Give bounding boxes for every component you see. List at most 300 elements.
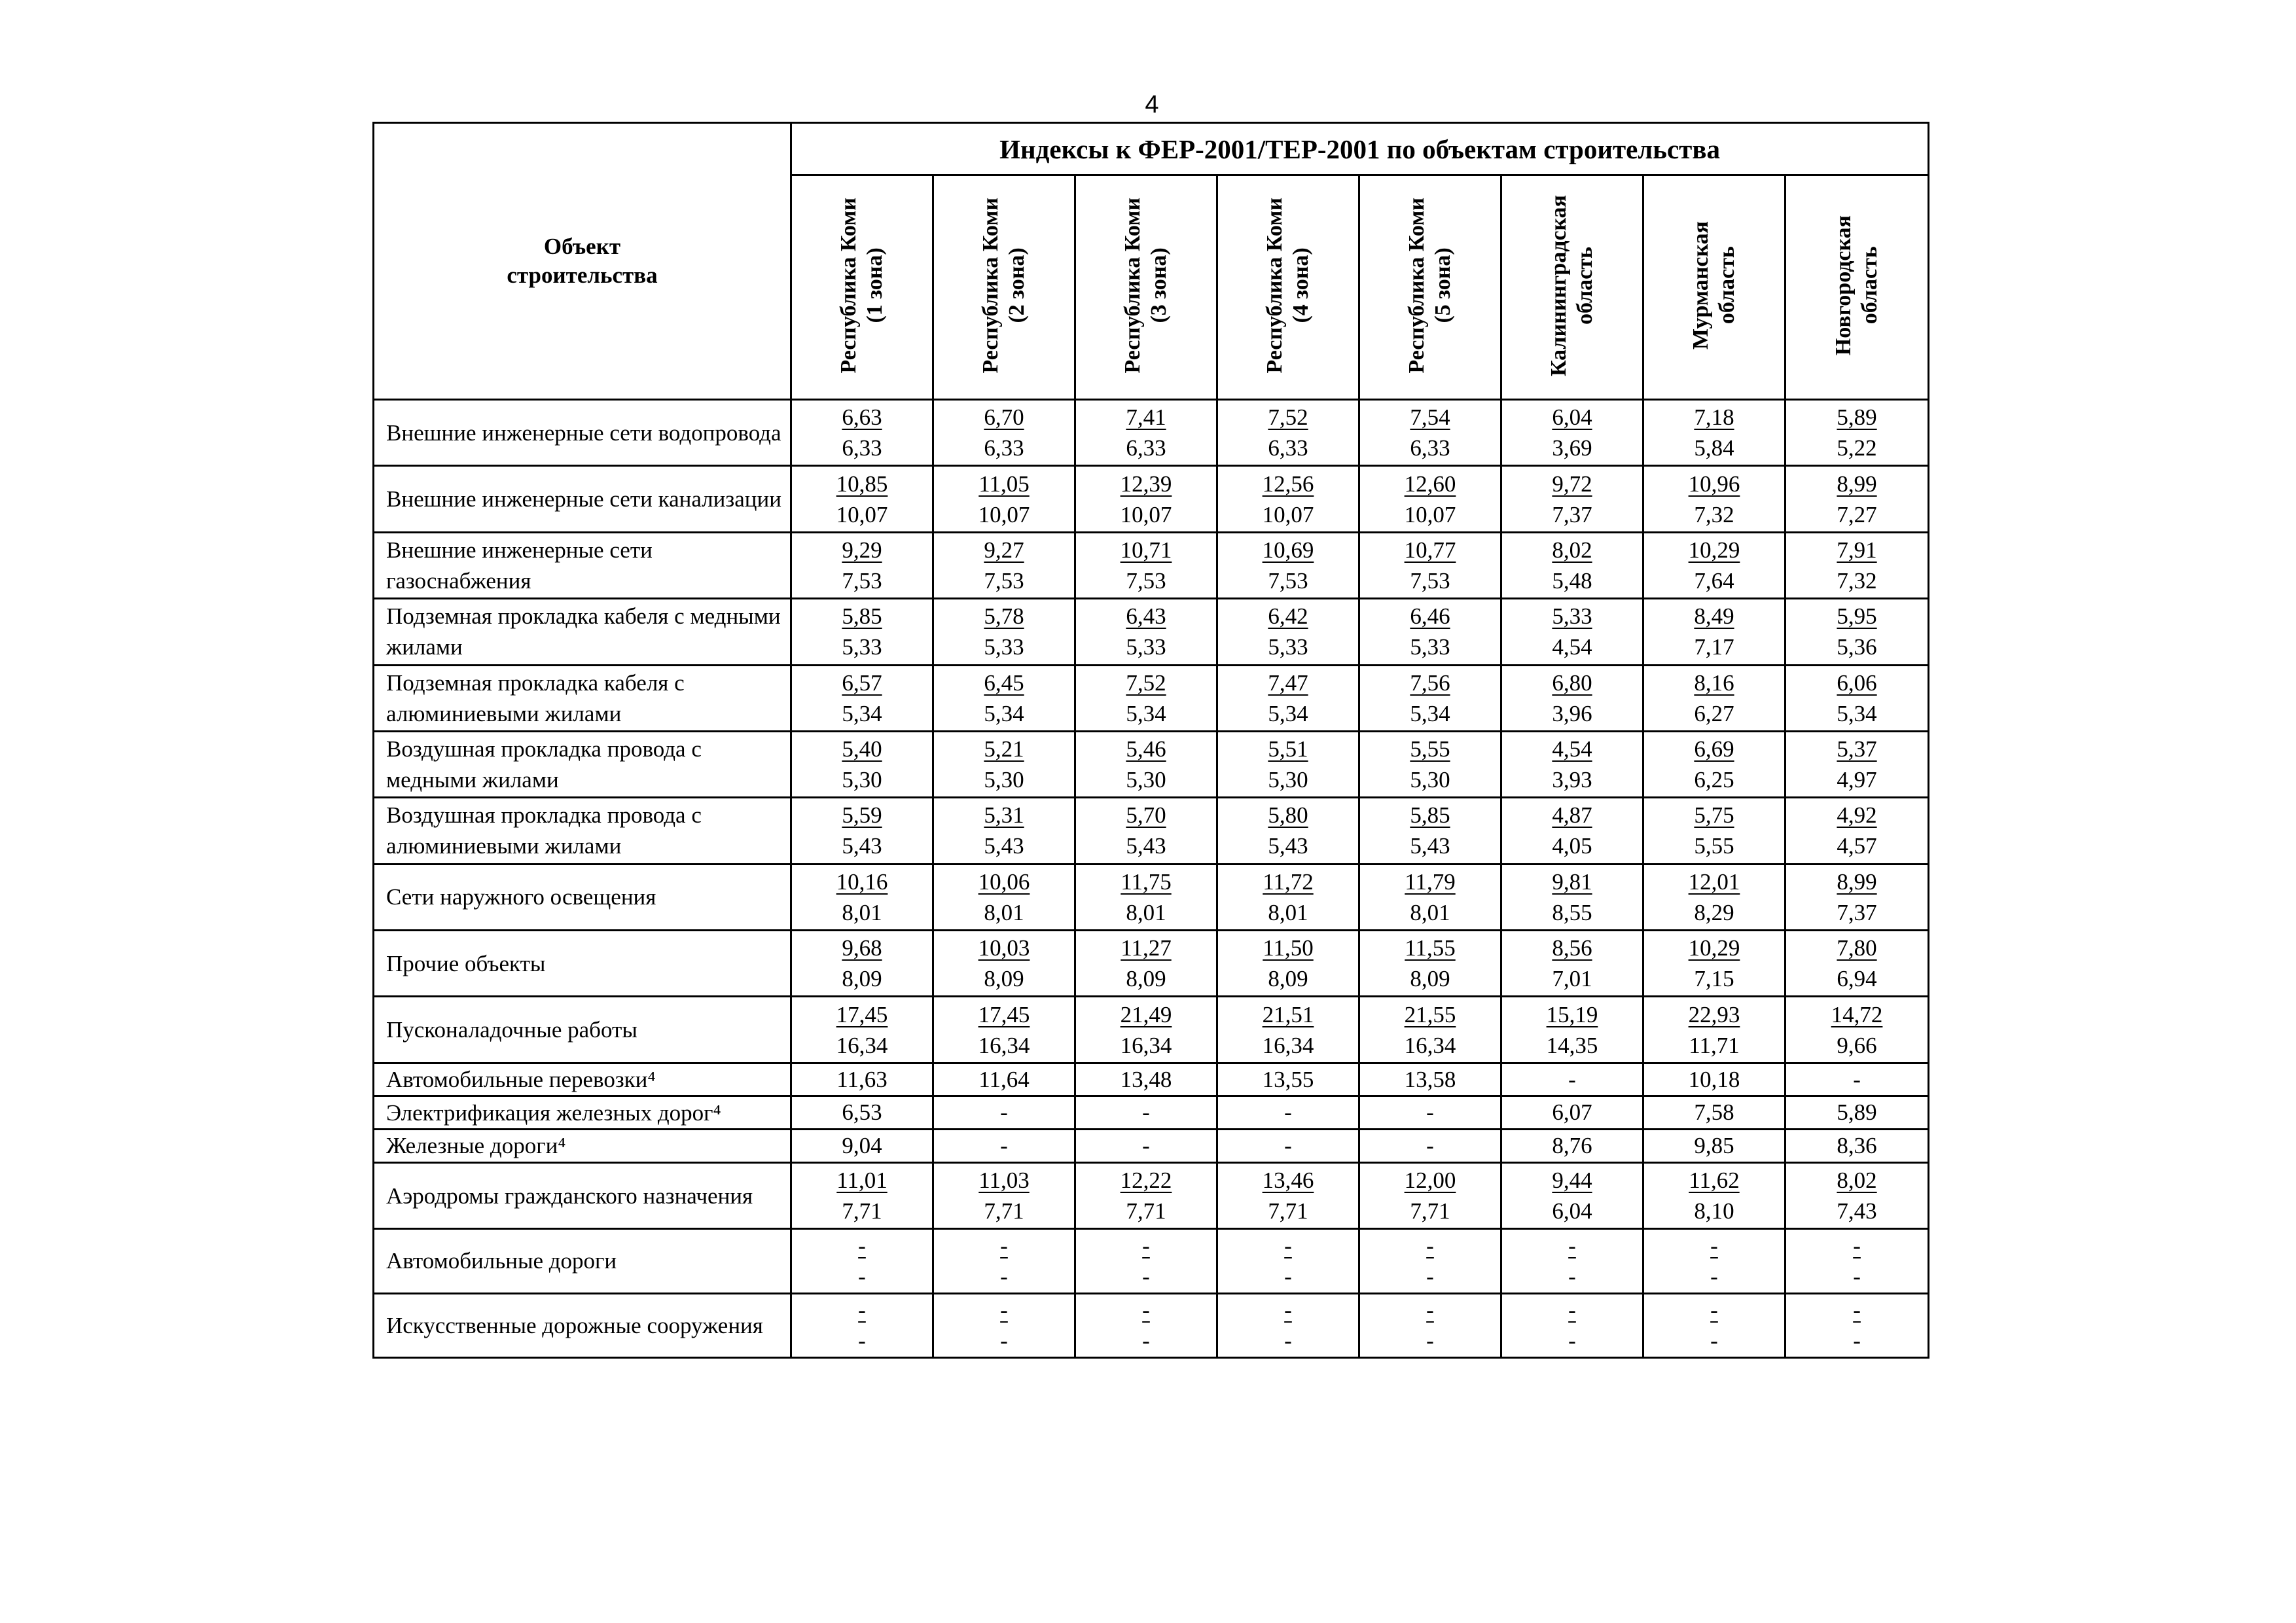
index-cell xyxy=(1785,1096,1929,1130)
index-fraction xyxy=(792,997,932,1061)
index-cell xyxy=(1501,400,1643,466)
index-value: 6,53 xyxy=(842,1099,882,1126)
index-fraction xyxy=(1218,997,1358,1061)
index-fraction xyxy=(1218,798,1358,863)
indices-group-header: Индексы к ФЕР-2001/ТЕР-2001 по объектам строительства xyxy=(791,123,1929,175)
index-bottom-value: 5,36 xyxy=(1837,634,1877,660)
index-bottom-value: 5,43 xyxy=(984,833,1024,859)
index-top-value: 21,51 xyxy=(1262,1001,1314,1027)
index-fraction xyxy=(1360,533,1500,597)
index-bottom-value: 5,30 xyxy=(842,767,882,793)
region-header xyxy=(1501,175,1643,400)
index-bottom-value: 8,01 xyxy=(1268,899,1308,925)
index-cell xyxy=(933,1096,1075,1130)
index-value: - xyxy=(1142,1099,1150,1126)
index-bottom-value: 5,34 xyxy=(1410,700,1450,726)
index-cell xyxy=(1217,1130,1359,1163)
index-bottom-value: - xyxy=(858,1328,866,1354)
index-bottom-value: 7,43 xyxy=(1837,1198,1877,1224)
index-top-value: 13,46 xyxy=(1262,1168,1314,1193)
index-cell xyxy=(933,532,1075,598)
index-top-value: 6,45 xyxy=(984,669,1024,696)
index-top-value: 4,54 xyxy=(1552,736,1592,762)
index-cell xyxy=(1359,599,1501,665)
index-bottom-value: 8,10 xyxy=(1694,1198,1734,1224)
index-bottom-value: 8,09 xyxy=(984,966,1024,992)
index-bottom-value: 6,33 xyxy=(1126,435,1166,461)
index-cell xyxy=(1643,1293,1785,1357)
index-top-value: 8,02 xyxy=(1552,537,1592,563)
index-bottom-value: 4,57 xyxy=(1837,833,1877,859)
index-top-value: 21,49 xyxy=(1120,1001,1172,1027)
index-cell xyxy=(1643,1229,1785,1293)
index-top-value: 5,70 xyxy=(1126,802,1166,829)
index-fraction xyxy=(1502,533,1642,597)
index-value: 8,76 xyxy=(1552,1132,1592,1158)
index-cell xyxy=(1501,931,1643,997)
index-top-value: 8,02 xyxy=(1837,1168,1877,1193)
index-fraction xyxy=(1786,865,1928,929)
index-top-value: 17,45 xyxy=(836,1001,888,1027)
index-top-value: 12,60 xyxy=(1404,471,1456,497)
region-subtitle: область xyxy=(1857,247,1882,325)
index-top-value: 9,72 xyxy=(1552,471,1592,497)
index-bottom-value: 5,30 xyxy=(1126,767,1166,793)
index-cell xyxy=(1217,1162,1359,1228)
index-cell xyxy=(1217,731,1359,797)
index-cell xyxy=(1785,731,1929,797)
index-cell xyxy=(1359,997,1501,1063)
index-top-value: - xyxy=(1426,1297,1434,1323)
object-name: Автомобильные дороги xyxy=(374,1229,791,1293)
index-value: - xyxy=(1284,1099,1292,1126)
region-header xyxy=(933,175,1075,400)
index-fraction xyxy=(1786,666,1928,730)
index-bottom-value: - xyxy=(1284,1328,1292,1354)
index-fraction xyxy=(1786,798,1928,863)
index-fraction xyxy=(1360,798,1500,863)
index-cell xyxy=(1501,1063,1643,1096)
index-cell xyxy=(1785,1063,1929,1096)
index-cell xyxy=(791,1229,933,1293)
index-cell xyxy=(1501,798,1643,864)
index-fraction xyxy=(1644,1230,1784,1292)
index-top-value: 4,92 xyxy=(1837,802,1877,829)
index-cell xyxy=(1075,931,1217,997)
index-top-value: 12,39 xyxy=(1120,471,1172,497)
index-bottom-value: - xyxy=(1710,1328,1718,1354)
index-top-value: 6,57 xyxy=(842,669,882,696)
index-top-value: 10,03 xyxy=(978,935,1030,961)
index-cell xyxy=(1501,466,1643,532)
index-cell xyxy=(791,864,933,930)
index-bottom-value: 16,34 xyxy=(1262,1032,1314,1058)
table-row xyxy=(374,665,1929,731)
region-header xyxy=(1359,175,1501,400)
index-fraction xyxy=(1786,1164,1928,1228)
index-top-value: 6,42 xyxy=(1268,603,1308,630)
index-top-value: 12,00 xyxy=(1404,1168,1456,1193)
index-fraction xyxy=(934,798,1074,863)
table-row xyxy=(374,532,1929,598)
index-cell xyxy=(791,665,933,731)
index-bottom-value: 7,37 xyxy=(1552,501,1592,527)
index-fraction xyxy=(1502,997,1642,1061)
index-fraction xyxy=(792,599,932,664)
object-name: Железные дороги⁴ xyxy=(374,1130,791,1163)
region-subtitle: (2 зона) xyxy=(1005,247,1029,324)
index-value: 13,58 xyxy=(1404,1066,1456,1092)
index-fraction xyxy=(934,467,1074,531)
index-cell xyxy=(1359,466,1501,532)
index-value: 13,48 xyxy=(1120,1066,1172,1092)
index-value: 13,55 xyxy=(1262,1066,1314,1092)
index-bottom-value: 4,97 xyxy=(1837,767,1877,793)
index-fraction xyxy=(1502,865,1642,929)
index-bottom-value: - xyxy=(1568,1263,1576,1289)
index-top-value: 5,59 xyxy=(842,802,882,829)
index-bottom-value: 10,07 xyxy=(836,501,888,527)
index-bottom-value: 8,29 xyxy=(1694,899,1734,925)
index-cell xyxy=(791,599,933,665)
index-bottom-value: 16,34 xyxy=(1404,1032,1456,1058)
index-top-value: 7,18 xyxy=(1694,404,1734,431)
index-top-value: 8,56 xyxy=(1552,935,1592,961)
index-bottom-value: 8,01 xyxy=(842,899,882,925)
index-cell xyxy=(1501,1293,1643,1357)
index-cell xyxy=(933,599,1075,665)
index-cell xyxy=(791,931,933,997)
index-top-value: 5,37 xyxy=(1837,736,1877,762)
index-cell xyxy=(1075,665,1217,731)
index-cell xyxy=(933,931,1075,997)
region-subtitle: область xyxy=(1715,247,1739,325)
index-cell xyxy=(1359,1162,1501,1228)
index-fraction xyxy=(1502,666,1642,730)
index-cell xyxy=(1643,1096,1785,1130)
index-top-value: 5,95 xyxy=(1837,603,1877,630)
index-value: - xyxy=(1853,1066,1861,1092)
index-bottom-value: 10,07 xyxy=(1262,501,1314,527)
index-bottom-value: 8,55 xyxy=(1552,899,1592,925)
index-bottom-value: 5,33 xyxy=(1126,634,1166,660)
index-top-value: 4,87 xyxy=(1552,802,1592,829)
index-fraction xyxy=(1076,1164,1216,1228)
index-cell xyxy=(1785,931,1929,997)
index-bottom-value: 7,01 xyxy=(1552,966,1592,992)
index-value: 11,64 xyxy=(978,1066,1030,1092)
index-fraction xyxy=(792,533,932,597)
index-fraction xyxy=(1786,401,1928,465)
table-row xyxy=(374,1130,1929,1163)
index-cell xyxy=(1785,864,1929,930)
index-fraction xyxy=(934,1294,1074,1357)
index-cell xyxy=(933,1162,1075,1228)
index-cell xyxy=(1075,864,1217,930)
object-name: Пусконаладочные работы xyxy=(374,997,791,1063)
object-name: Воздушная прокладка провода с медными жилами xyxy=(374,731,791,797)
index-cell xyxy=(1217,1293,1359,1357)
index-top-value: 5,46 xyxy=(1126,736,1166,762)
index-top-value: 11,27 xyxy=(1121,935,1172,961)
index-bottom-value: 10,07 xyxy=(978,501,1030,527)
region-header-label xyxy=(1262,198,1314,374)
index-top-value: - xyxy=(858,1232,866,1258)
index-bottom-value: 8,09 xyxy=(842,966,882,992)
index-bottom-value: 7,15 xyxy=(1694,966,1734,992)
index-bottom-value: - xyxy=(1853,1328,1861,1354)
index-top-value: 5,78 xyxy=(984,603,1024,630)
index-bottom-value: 6,25 xyxy=(1694,767,1734,793)
index-fraction xyxy=(1218,1164,1358,1228)
index-bottom-value: 4,54 xyxy=(1552,634,1592,660)
index-cell xyxy=(933,466,1075,532)
index-fraction xyxy=(792,1294,932,1357)
index-bottom-value: 3,93 xyxy=(1552,767,1592,793)
index-fraction xyxy=(934,599,1074,664)
index-fraction xyxy=(1076,533,1216,597)
index-top-value: 10,16 xyxy=(836,868,888,895)
index-top-value: - xyxy=(1426,1232,1434,1258)
index-top-value: 9,27 xyxy=(984,537,1024,563)
index-fraction xyxy=(934,732,1074,796)
index-bottom-value: - xyxy=(1568,1328,1576,1354)
index-bottom-value: 5,33 xyxy=(1410,634,1450,660)
region-name: Республика Коми xyxy=(836,198,861,374)
object-name: Внешние инженерные сети газоснабжения xyxy=(374,532,791,598)
index-bottom-value: 7,53 xyxy=(842,567,882,594)
index-top-value: 5,55 xyxy=(1410,736,1450,762)
index-bottom-value: - xyxy=(1000,1263,1008,1289)
index-cell xyxy=(1501,1229,1643,1293)
index-top-value: 10,71 xyxy=(1120,537,1172,563)
index-bottom-value: 7,27 xyxy=(1837,501,1877,527)
index-fraction xyxy=(1076,931,1216,995)
region-subtitle: область xyxy=(1573,247,1597,325)
table-row xyxy=(374,1162,1929,1228)
index-fraction xyxy=(1786,931,1928,995)
index-bottom-value: - xyxy=(1853,1263,1861,1289)
index-fraction xyxy=(1218,666,1358,730)
index-fraction xyxy=(1076,467,1216,531)
index-cell xyxy=(1643,532,1785,598)
index-fraction xyxy=(1218,732,1358,796)
index-cell xyxy=(1785,997,1929,1063)
index-top-value: 14,72 xyxy=(1831,1001,1883,1027)
index-value: - xyxy=(1000,1132,1008,1158)
index-fraction xyxy=(1502,1164,1642,1228)
index-top-value: 6,63 xyxy=(842,404,882,431)
index-fraction xyxy=(1502,599,1642,664)
index-bottom-value: 5,30 xyxy=(1268,767,1308,793)
index-cell xyxy=(1359,532,1501,598)
index-bottom-value: 7,71 xyxy=(1268,1198,1308,1224)
index-cell xyxy=(1501,532,1643,598)
index-fraction xyxy=(1360,997,1500,1061)
index-cell xyxy=(1075,466,1217,532)
index-cell xyxy=(1643,931,1785,997)
index-top-value: 7,80 xyxy=(1837,935,1877,961)
index-fraction xyxy=(1786,467,1928,531)
region-name: Калининградская xyxy=(1547,194,1571,377)
index-cell xyxy=(933,864,1075,930)
index-top-value: - xyxy=(1142,1297,1150,1323)
index-cell xyxy=(1075,1229,1217,1293)
index-top-value: - xyxy=(1853,1232,1861,1258)
index-fraction xyxy=(1360,666,1500,730)
index-top-value: 8,99 xyxy=(1837,868,1877,895)
index-top-value: 8,99 xyxy=(1837,471,1877,497)
index-top-value: 11,03 xyxy=(978,1168,1030,1193)
index-cell xyxy=(1785,1293,1929,1357)
object-column-header: Объект строительства xyxy=(374,123,791,400)
index-cell xyxy=(1785,1162,1929,1228)
index-bottom-value: 7,71 xyxy=(842,1198,882,1224)
index-top-value: 6,80 xyxy=(1552,669,1592,696)
index-bottom-value: 16,34 xyxy=(836,1032,888,1058)
index-fraction xyxy=(1360,1164,1500,1228)
index-bottom-value: 7,17 xyxy=(1694,634,1734,660)
index-cell xyxy=(1785,665,1929,731)
index-bottom-value: 8,09 xyxy=(1126,966,1166,992)
index-cell xyxy=(1643,798,1785,864)
index-top-value: 8,16 xyxy=(1694,669,1734,696)
table-row xyxy=(374,1229,1929,1293)
object-name: Сети наружного освещения xyxy=(374,864,791,930)
index-fraction xyxy=(934,533,1074,597)
index-bottom-value: 7,53 xyxy=(1268,567,1308,594)
index-cell xyxy=(1501,1162,1643,1228)
index-bottom-value: 3,69 xyxy=(1552,435,1592,461)
region-header-label xyxy=(836,198,888,374)
index-top-value: 12,22 xyxy=(1120,1168,1172,1193)
index-fraction xyxy=(1644,997,1784,1061)
index-fraction xyxy=(792,1230,932,1292)
region-header xyxy=(791,175,933,400)
index-bottom-value: - xyxy=(1284,1263,1292,1289)
index-top-value: - xyxy=(1853,1297,1861,1323)
object-name: Внешние инженерные сети канализации xyxy=(374,466,791,532)
index-bottom-value: 5,43 xyxy=(1126,833,1166,859)
index-fraction xyxy=(934,931,1074,995)
index-fraction xyxy=(792,865,932,929)
index-cell xyxy=(1785,532,1929,598)
index-top-value: 5,40 xyxy=(842,736,882,762)
index-bottom-value: 7,53 xyxy=(1410,567,1450,594)
index-bottom-value: 6,33 xyxy=(1268,435,1308,461)
index-bottom-value: 5,34 xyxy=(1126,700,1166,726)
index-bottom-value: 8,01 xyxy=(1126,899,1166,925)
index-fraction xyxy=(1644,533,1784,597)
index-cell xyxy=(1359,731,1501,797)
index-value: 9,04 xyxy=(842,1132,882,1158)
index-cell xyxy=(1075,1130,1217,1163)
index-top-value: - xyxy=(1000,1232,1008,1258)
index-cell xyxy=(1643,400,1785,466)
index-fraction xyxy=(1360,732,1500,796)
index-bottom-value: - xyxy=(858,1263,866,1289)
index-top-value: 10,85 xyxy=(836,471,888,497)
index-bottom-value: - xyxy=(1142,1328,1150,1354)
index-cell xyxy=(791,798,933,864)
index-cell xyxy=(1501,1130,1643,1163)
index-bottom-value: - xyxy=(1142,1263,1150,1289)
index-bottom-value: 5,84 xyxy=(1694,435,1734,461)
index-bottom-value: 5,33 xyxy=(984,634,1024,660)
table-row xyxy=(374,997,1929,1063)
index-top-value: 11,01 xyxy=(836,1168,888,1193)
index-fraction xyxy=(1644,732,1784,796)
index-fraction xyxy=(1076,401,1216,465)
index-fraction xyxy=(1786,599,1928,664)
index-fraction xyxy=(1644,666,1784,730)
index-top-value: - xyxy=(1568,1232,1576,1258)
table-row xyxy=(374,400,1929,466)
index-cell xyxy=(1075,1063,1217,1096)
index-bottom-value: 10,07 xyxy=(1404,501,1456,527)
index-table xyxy=(372,122,1929,1359)
index-fraction xyxy=(1644,599,1784,664)
index-value: - xyxy=(1568,1066,1576,1092)
index-fraction xyxy=(1360,401,1500,465)
index-top-value: 10,29 xyxy=(1688,537,1740,563)
region-header xyxy=(1217,175,1359,400)
region-subtitle: (5 зона) xyxy=(1431,247,1455,324)
index-bottom-value: 7,53 xyxy=(1126,567,1166,594)
index-fraction xyxy=(1644,401,1784,465)
index-cell xyxy=(1785,1130,1929,1163)
region-name: Республика Коми xyxy=(1121,198,1145,374)
index-cell xyxy=(1359,1130,1501,1163)
region-header xyxy=(1785,175,1929,400)
index-cell xyxy=(1359,400,1501,466)
index-fraction xyxy=(1076,798,1216,863)
index-cell xyxy=(1217,798,1359,864)
index-cell xyxy=(1785,400,1929,466)
index-fraction xyxy=(1218,1230,1358,1292)
index-fraction xyxy=(1644,467,1784,531)
index-top-value: 6,04 xyxy=(1552,404,1592,431)
index-cell xyxy=(1217,997,1359,1063)
region-header-label xyxy=(1404,198,1456,374)
index-cell xyxy=(1643,665,1785,731)
index-cell xyxy=(1075,1162,1217,1228)
index-top-value: 6,43 xyxy=(1126,603,1166,630)
index-fraction xyxy=(1786,732,1928,796)
index-cell xyxy=(1785,599,1929,665)
index-cell xyxy=(1075,997,1217,1063)
index-top-value: 12,56 xyxy=(1262,471,1314,497)
index-top-value: 6,46 xyxy=(1410,603,1450,630)
index-top-value: - xyxy=(1568,1297,1576,1323)
index-fraction xyxy=(1076,1294,1216,1357)
index-fraction xyxy=(1786,997,1928,1061)
index-fraction xyxy=(1502,732,1642,796)
table-row xyxy=(374,931,1929,997)
index-top-value: 10,29 xyxy=(1688,935,1740,961)
index-bottom-value: 7,71 xyxy=(1126,1198,1166,1224)
object-name: Воздушная прокладка провода с алюминиевыми жилами xyxy=(374,798,791,864)
index-cell xyxy=(933,997,1075,1063)
index-top-value: 8,49 xyxy=(1694,603,1734,630)
table-row xyxy=(374,599,1929,665)
index-top-value: 5,80 xyxy=(1268,802,1308,829)
index-top-value: 7,56 xyxy=(1410,669,1450,696)
index-cell xyxy=(1785,1229,1929,1293)
index-top-value: 5,85 xyxy=(842,603,882,630)
index-fraction xyxy=(1786,1230,1928,1292)
index-top-value: 7,91 xyxy=(1837,537,1877,563)
